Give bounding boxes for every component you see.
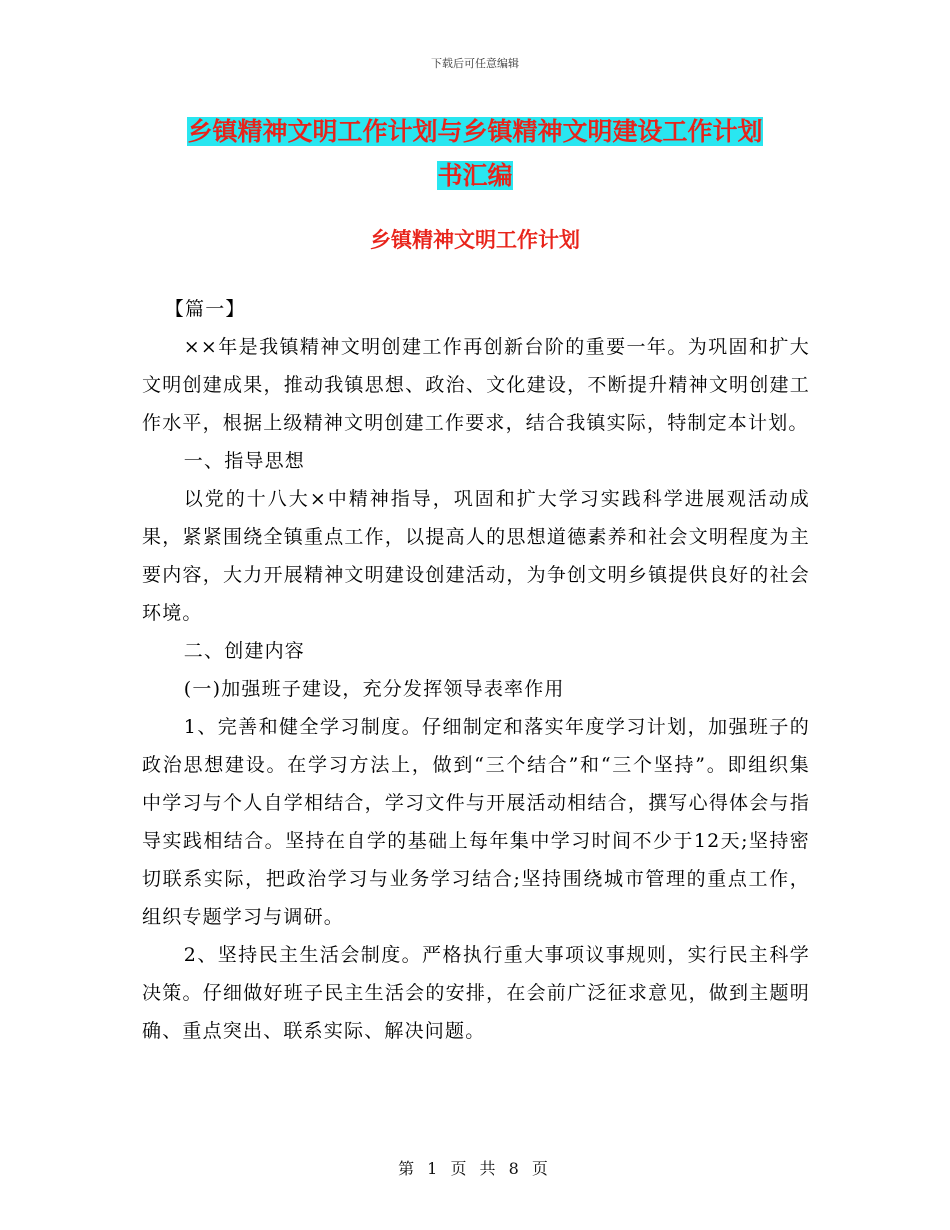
paragraph-intro: ××年是我镇精神文明创建工作再创新台阶的重要一年。为巩固和扩大文明创建成果，推动我镇思想、政治、文化建设，不断提升精神文明创建工作水平，根据上级精神文明创建工作要求，结合我镇实际，特制定本计划。 <box>142 336 810 434</box>
page-footer: 第 1 页 共 8 页 <box>398 1159 552 1178</box>
paragraph-guiding-thought: 以党的十八大×中精神指导，巩固和扩大学习实践科学进展观活动成果，紧紧围绕全镇重点工作，以提高人的思想道德素养和社会文明程度为主要内容，大力开展精神文明建设创建活动，为争创文明乡镇提供良好的社会环境。 <box>142 488 810 624</box>
heading-guiding-thought: 一、指导思想 <box>183 450 305 472</box>
subheading-team-building: (一)加强班子建设，充分发挥领导表率作用 <box>183 678 565 700</box>
part-label: 【篇一】 <box>164 298 246 320</box>
heading-content: 二、创建内容 <box>183 640 305 662</box>
header-note: 下载后可任意编辑 <box>431 57 519 70</box>
body-text <box>142 290 810 1050</box>
section-title: 乡镇精神文明工作计划 <box>370 228 580 252</box>
paragraph-study-system: 1、完善和健全学习制度。仔细制定和落实年度学习计划，加强班子的政治思想建设。在学习方法上，做到“三个结合”和“三个坚持”。即组织集中学习与个人自学相结合，学习文件与开展活动相结合，撰写心得体会与指导实践相结合。坚持在自学的基础上每年集中学习时间不少于12天;坚持密切联系实际，把政治学习与业务学习结合;坚持围绕城市管理的重点工作，组织专题学习与调研。 <box>142 716 810 928</box>
main-title <box>140 110 810 198</box>
paragraph-democratic-life: 2、坚持民主生活会制度。严格执行重大事项议事规则，实行民主科学决策。仔细做好班子民主生活会的安排，在会前广泛征求意见，做到主题明确、重点突出、联系实际、解决问题。 <box>142 944 810 1042</box>
main-title-line-2: 书汇编 <box>437 161 513 190</box>
main-title-line-1: 乡镇精神文明工作计划与乡镇精神文明建设工作计划 <box>187 117 763 146</box>
